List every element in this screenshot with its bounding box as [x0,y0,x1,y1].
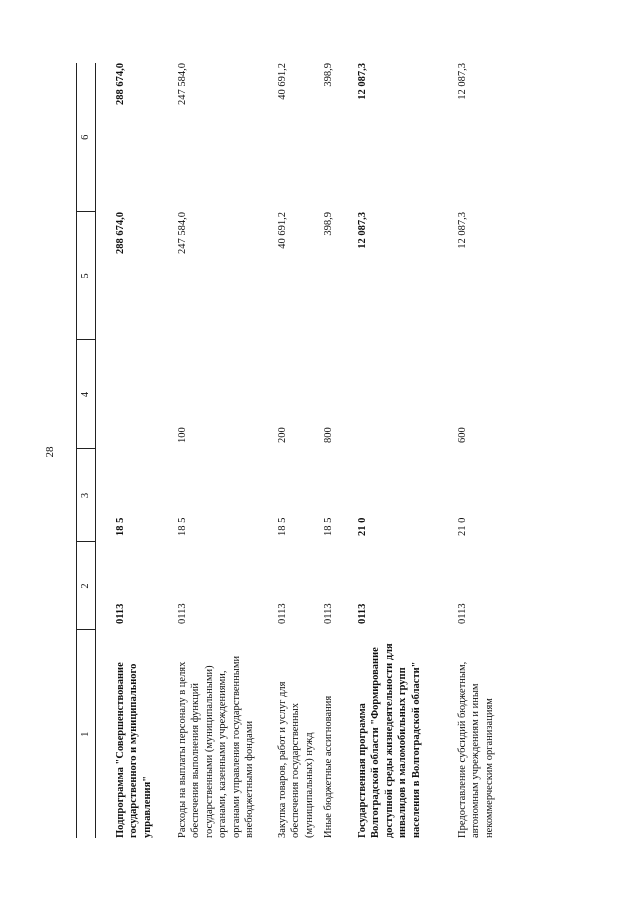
row-section-code: 0113 [177,603,188,624]
row-expense-type: 200 [277,427,288,443]
rotated-table-container [76,63,568,838]
header-col-4: 4 [77,340,96,449]
row-expense-type: 600 [457,427,468,443]
table-row [356,63,456,838]
row-name: Предоставление субсидий бюджетным, автономным учреждениям и иным некоммерческим организациям [457,661,495,838]
row-section-code: 0113 [115,603,126,624]
row-program-code: 18 5 [177,517,188,536]
row-program-code: 18 5 [115,517,126,536]
row-amount-6: 288 674,0 [115,63,126,105]
row-name: Расходы на выплаты персоналу в целях обеспечения выполнения функций государственными (муниципальными) органами, казенными учреждениями, органами управления государственными внебюджетными фондами [177,655,256,838]
row-expense-type: 100 [177,427,188,443]
page-number: 28 [44,446,56,458]
table-row [322,63,356,838]
table-row [276,63,322,838]
row-section-code: 0113 [277,603,288,624]
row-amount-5: 247 584,0 [177,212,188,254]
header-col-5: 5 [77,212,96,340]
table-row [176,63,276,838]
row-expense-type [96,340,177,449]
row-program-code: 18 5 [277,517,288,536]
row-amount-6: 12 087,3 [457,63,468,100]
row-name: Государственная программа Волгоградской области "Формирование доступной среды жизнедеятельности для инвалидов и маломобильных групп населения в Волгоградской области" [357,643,422,838]
row-program-code: 21 0 [357,517,368,536]
row-amount-5: 12 087,3 [357,212,368,249]
table-row [456,63,518,838]
row-amount-5: 288 674,0 [115,212,126,254]
budget-table [76,63,518,838]
row-amount-5: 398,9 [323,212,334,236]
row-expense-type [356,340,456,449]
row-name: Закупка товаров, работ и услуг для обеспечения государственных (муниципальных) нужд [277,681,315,838]
row-section-code: 0113 [357,603,368,624]
row-expense-type: 800 [323,427,334,443]
row-amount-6: 398,9 [323,63,334,87]
row-amount-5: 12 087,3 [457,212,468,249]
table-row [96,63,177,838]
header-row [77,63,96,838]
row-name: Иные бюджетные ассигнования [323,695,334,838]
header-col-3: 3 [77,449,96,542]
row-section-code: 0113 [457,603,468,624]
header-col-6: 6 [77,63,96,212]
row-name: Подпрограмма "Совершенствование государственного и муниципального управления" [115,662,153,838]
row-program-code: 18 5 [323,517,334,536]
row-amount-6: 12 087,3 [357,63,368,100]
row-section-code: 0113 [323,603,334,624]
row-amount-6: 40 691,2 [277,63,288,100]
header-col-1: 1 [77,630,96,838]
row-amount-6: 247 584,0 [177,63,188,105]
header-col-2: 2 [77,542,96,630]
row-amount-5: 40 691,2 [277,212,288,249]
row-program-code: 21 0 [457,517,468,536]
